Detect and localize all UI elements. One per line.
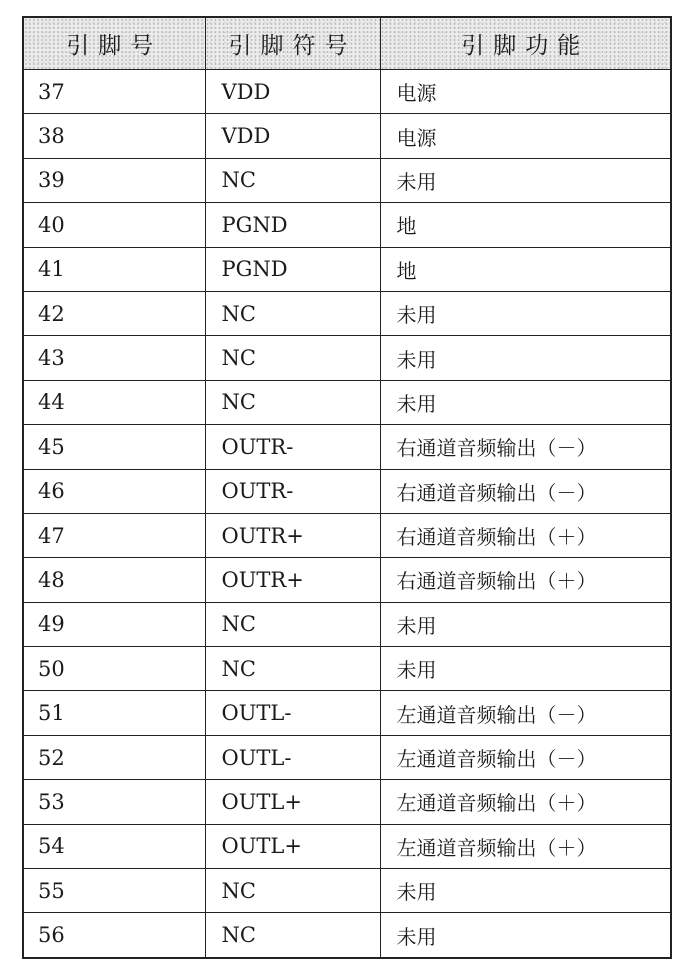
table-row: [23, 203, 671, 247]
table-row: [23, 247, 671, 291]
pin-symbol-cell: PGND: [205, 203, 380, 247]
pin-function-cell: 未用: [380, 336, 671, 380]
pin-function-cell: 左通道音频输出（－）: [380, 735, 671, 779]
pin-function-cell: 左通道音频输出（＋）: [380, 780, 671, 824]
pin-function-cell: 未用: [380, 291, 671, 335]
pin-number-cell: 53: [23, 780, 205, 824]
header-pin-number: 引脚号: [23, 17, 205, 70]
pin-function-cell: 未用: [380, 913, 671, 958]
pin-function-table: [22, 16, 672, 959]
header-row: [23, 17, 671, 70]
table-row: [23, 469, 671, 513]
pin-function-cell: 右通道音频输出（＋）: [380, 558, 671, 602]
pin-symbol-cell: OUTL+: [205, 780, 380, 824]
pin-function-cell: 电源: [380, 114, 671, 158]
pin-symbol-cell: VDD: [205, 70, 380, 114]
pin-number-cell: 45: [23, 425, 205, 469]
pin-symbol-cell: NC: [205, 291, 380, 335]
pin-number-cell: 40: [23, 203, 205, 247]
table-row: [23, 780, 671, 824]
pin-symbol-cell: OUTR+: [205, 513, 380, 557]
pin-symbol-cell: OUTL-: [205, 735, 380, 779]
table-row: [23, 425, 671, 469]
pin-function-cell: 左通道音频输出（＋）: [380, 824, 671, 868]
pin-symbol-cell: NC: [205, 336, 380, 380]
table-row: [23, 824, 671, 868]
pin-symbol-cell: NC: [205, 647, 380, 691]
table-row: [23, 735, 671, 779]
pin-symbol-cell: NC: [205, 869, 380, 913]
pin-symbol-cell: NC: [205, 380, 380, 424]
pin-symbol-cell: OUTL-: [205, 691, 380, 735]
table-row: [23, 647, 671, 691]
pin-number-cell: 54: [23, 824, 205, 868]
pin-number-cell: 46: [23, 469, 205, 513]
table-row: [23, 336, 671, 380]
pin-symbol-cell: OUTL+: [205, 824, 380, 868]
pin-number-cell: 39: [23, 158, 205, 202]
pin-function-cell: 右通道音频输出（－）: [380, 425, 671, 469]
pin-function-cell: 未用: [380, 869, 671, 913]
pin-symbol-cell: VDD: [205, 114, 380, 158]
pin-function-cell: 右通道音频输出（＋）: [380, 513, 671, 557]
pin-function-cell: 未用: [380, 380, 671, 424]
pin-symbol-cell: OUTR-: [205, 425, 380, 469]
pin-symbol-cell: NC: [205, 158, 380, 202]
pin-function-cell: 未用: [380, 602, 671, 646]
pin-number-cell: 51: [23, 691, 205, 735]
pin-symbol-cell: PGND: [205, 247, 380, 291]
pin-number-cell: 55: [23, 869, 205, 913]
pin-table-container: [22, 16, 670, 959]
table-row: [23, 291, 671, 335]
pin-function-cell: 未用: [380, 158, 671, 202]
pin-symbol-cell: NC: [205, 602, 380, 646]
header-pin-symbol: 引脚符号: [205, 17, 380, 70]
table-row: [23, 558, 671, 602]
pin-symbol-cell: NC: [205, 913, 380, 958]
table-row: [23, 114, 671, 158]
pin-number-cell: 50: [23, 647, 205, 691]
table-row: [23, 513, 671, 557]
pin-function-cell: 左通道音频输出（－）: [380, 691, 671, 735]
pin-number-cell: 49: [23, 602, 205, 646]
pin-function-cell: 未用: [380, 647, 671, 691]
table-row: [23, 380, 671, 424]
table-row: [23, 691, 671, 735]
pin-number-cell: 44: [23, 380, 205, 424]
pin-number-cell: 52: [23, 735, 205, 779]
pin-function-cell: 地: [380, 247, 671, 291]
pin-number-cell: 42: [23, 291, 205, 335]
header-pin-function: 引脚功能: [380, 17, 671, 70]
pin-number-cell: 43: [23, 336, 205, 380]
pin-number-cell: 37: [23, 70, 205, 114]
pin-number-cell: 48: [23, 558, 205, 602]
pin-symbol-cell: OUTR-: [205, 469, 380, 513]
table-row: [23, 602, 671, 646]
pin-symbol-cell: OUTR+: [205, 558, 380, 602]
pin-number-cell: 41: [23, 247, 205, 291]
pin-function-cell: 电源: [380, 70, 671, 114]
pin-number-cell: 38: [23, 114, 205, 158]
pin-function-cell: 地: [380, 203, 671, 247]
table-row: [23, 70, 671, 114]
pin-number-cell: 47: [23, 513, 205, 557]
table-row: [23, 158, 671, 202]
table-row: [23, 913, 671, 958]
pin-function-cell: 右通道音频输出（－）: [380, 469, 671, 513]
pin-number-cell: 56: [23, 913, 205, 958]
table-row: [23, 869, 671, 913]
